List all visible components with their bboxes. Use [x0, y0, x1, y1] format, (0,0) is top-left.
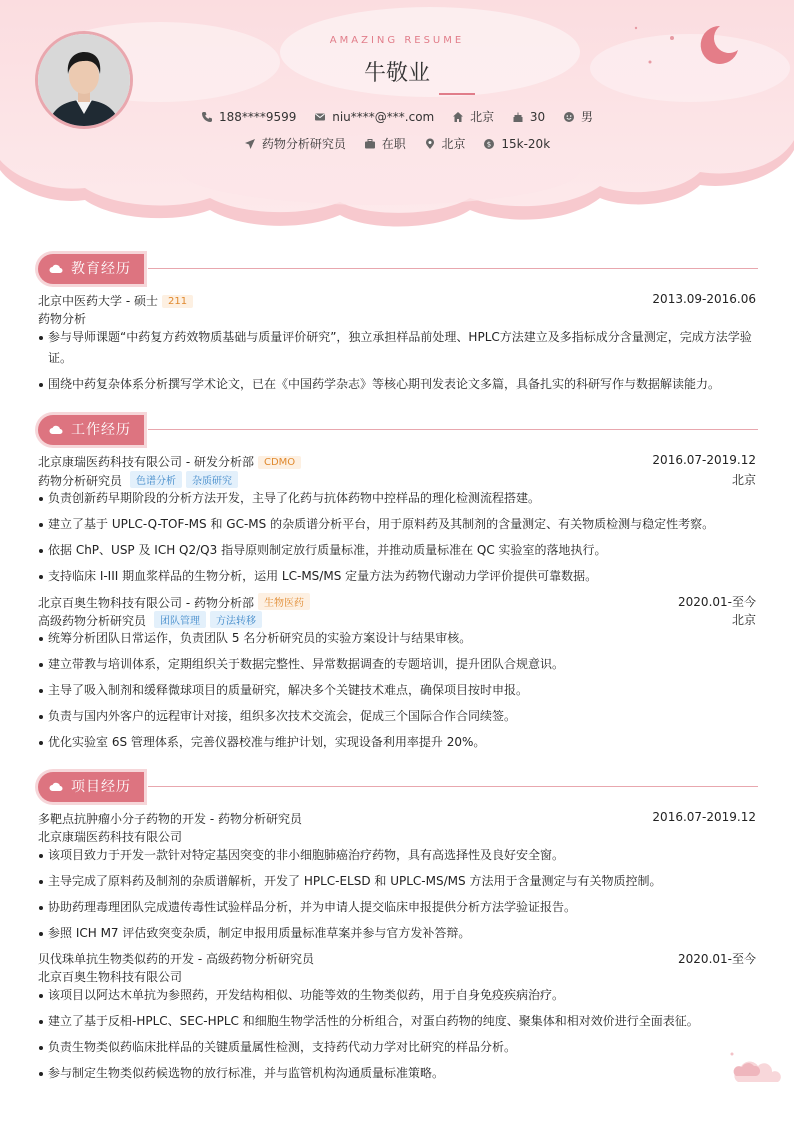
project-company-row-2 [38, 968, 756, 985]
email-item [314, 110, 434, 124]
work-city: 北京 [731, 613, 756, 627]
list-item: 建立带教与培训体系，定期组织关于数据完整性、异常数据调查的专题培训，提升团队合规意识。 [38, 654, 756, 675]
section-title-project: 项目经历 [71, 779, 131, 795]
list-item: 参照 ICH M7 评估致突变杂质，制定申报用质量标准草案并参与官方发补答辩。 [38, 923, 756, 944]
list-item: 负责创新药早期阶段的分析方法开发，主导了化药与抗体药物中控样品的理化检测流程搭建。 [38, 488, 756, 509]
section-pill [38, 415, 144, 445]
resume-subtitle: AMAZING RESUME [329, 35, 465, 46]
gender-text: 男 [581, 110, 594, 124]
status-item [364, 135, 406, 152]
corner-cloud-decoration [728, 1050, 784, 1086]
phone-text: 188****9599 [218, 109, 297, 124]
salary-item [483, 137, 550, 151]
list-item: 该项目致力于开发一款针对特定基因突变的非小细胞肺癌治疗药物，具有高选择性及良好安全窗。 [38, 845, 756, 866]
work-entry-head-1 [38, 453, 756, 470]
name-underline [439, 93, 475, 95]
person-name: 牛敬业 [363, 61, 430, 86]
school-tag: 211 [162, 295, 193, 308]
list-item: 负责与国内外客户的远程审计对接，组织多次技术交流会，促成三个国际合作合同续签。 [38, 706, 756, 727]
company-tag: 生物医药 [258, 593, 310, 610]
list-item: 负责生物类似药临床批样品的关键质量属性检测，支持药代动力学对比研究的样品分析。 [38, 1037, 756, 1058]
target-job-text: 药物分析研究员 [261, 137, 346, 151]
project-title: 多靶点抗肿瘤小分子药物的开发 - 药物分析研究员 [38, 812, 302, 826]
education-major-row [38, 310, 756, 327]
salary-text: 15k-20k [501, 136, 551, 151]
list-item: 依据 ChP、USP 及 ICH Q2/Q3 指导原则制定放行质量标准，并推动质量标准在 QC 实验室的落地执行。 [38, 540, 756, 561]
section-divider [148, 786, 758, 787]
list-item: 主导了吸入制剂和缓释微球项目的质量研究，解决多个关键技术难点，确保项目按时申报。 [38, 680, 756, 701]
mail-icon [314, 111, 326, 123]
contact-row [0, 108, 794, 125]
project-entry-head-2 [38, 950, 756, 967]
resume-header [0, 0, 794, 235]
list-item: 参与制定生物类似药候选物的放行标准，并与监管机构沟通质量标准策略。 [38, 1063, 756, 1084]
project-title: 贝伐珠单抗生物类似药的开发 - 高级药物分析研究员 [38, 952, 314, 966]
skill-tag: 方法转移 [210, 611, 262, 628]
age-text: 30 [529, 109, 546, 124]
cloud-icon [49, 264, 63, 274]
project-company-row-1 [38, 828, 756, 845]
work-bullets-2 [38, 628, 756, 758]
age-item [512, 110, 545, 124]
project-bullets-2 [38, 985, 756, 1089]
list-item: 主导完成了原料药及制剂的杂质谱解析，开发了 HPLC-ELSD 和 UPLC-MS/MS 方法用于含量测定与有关物质控制。 [38, 871, 756, 892]
list-item: 协助药理毒理团队完成遗传毒性试验样品分析，并为申请人提交临床申报提供分析方法学验证报告。 [38, 897, 756, 918]
section-title-education: 教育经历 [71, 261, 131, 277]
school-name: 北京中医药大学 - 硕士 [38, 294, 158, 308]
list-item: 统筹分析团队日常运作，负责团队 5 名分析研究员的实验方案设计与结果审核。 [38, 628, 756, 649]
skill-tag: 团队管理 [154, 611, 206, 628]
work-date: 2016.07-2019.12 [652, 453, 756, 467]
list-item: 参与导师课题“中药复方药效物质基础与质量评价研究”，独立承担样品前处理、HPLC方法建立及多指标成分含量测定，完成方法学验证。 [38, 327, 756, 369]
list-item: 优化实验室 6S 管理体系，完善仪器校准与维护计划，实现设备利用率提升 20%。 [38, 732, 756, 753]
work-position-row-2 [38, 611, 756, 629]
position-name: 药物分析研究员 [38, 474, 123, 488]
svg-text:$: $ [487, 140, 492, 149]
company-name: 北京康瑞医药科技有限公司 - 研发分析部 [38, 455, 254, 469]
gender-item [563, 108, 593, 125]
city-item [452, 108, 494, 125]
phone-item [201, 110, 296, 124]
work-bullets-1 [38, 488, 756, 592]
education-bullets [38, 327, 756, 400]
work-city: 北京 [731, 473, 756, 487]
email-text: niu****@***.com [332, 109, 435, 124]
status-text: 在职 [381, 137, 406, 151]
location-icon [424, 138, 436, 150]
section-title-work: 工作经历 [71, 422, 131, 438]
cloud-icon [49, 782, 63, 792]
education-date: 2013.09-2016.06 [652, 292, 756, 306]
list-item: 该项目以阿达木单抗为参照药，开发结构相似、功能等效的生物类似药，用于自身免疫疾病治疗。 [38, 985, 756, 1006]
major-name: 药物分析 [38, 312, 87, 326]
phone-icon [201, 111, 213, 123]
position-name: 高级药物分析研究员 [38, 614, 147, 628]
city-text: 北京 [470, 110, 495, 124]
money-icon [483, 138, 495, 150]
section-pill [38, 772, 144, 802]
education-entry-head [38, 292, 756, 309]
target-city-item [424, 135, 466, 152]
project-company: 北京百奥生物科技有限公司 [38, 970, 183, 984]
section-divider [148, 268, 758, 269]
project-company: 北京康瑞医药科技有限公司 [38, 830, 183, 844]
briefcase-icon [364, 138, 376, 150]
project-entry-head-1 [38, 810, 756, 827]
project-date: 2020.01-至今 [678, 952, 756, 966]
work-position-row-1 [38, 471, 756, 489]
company-tag: CDMO [258, 456, 301, 469]
work-date: 2020.01-至今 [678, 595, 756, 609]
skill-tag: 色谱分析 [130, 471, 182, 488]
list-item: 建立了基于反相-HPLC、SEC-HPLC 和细胞生物学活性的分析组合，对蛋白药物的纯度、聚集体和相对效价进行全面表征。 [38, 1011, 756, 1032]
list-item: 建立了基于 UPLC-Q-TOF-MS 和 GC-MS 的杂质谱分析平台，用于原料药及其制剂的含量测定、有关物质检测与稳定性考察。 [38, 514, 756, 535]
home-icon [452, 111, 464, 123]
send-icon [244, 138, 256, 150]
company-name: 北京百奥生物科技有限公司 - 药物分析部 [38, 596, 254, 610]
section-divider [148, 429, 758, 430]
list-item: 围绕中药复杂体系分析撰写学术论文，已在《中国药学杂志》等核心期刊发表论文多篇，具备扎实的科研写作与数据解读能力。 [38, 374, 756, 395]
section-pill [38, 254, 144, 284]
cloud-icon [49, 425, 63, 435]
cake-icon [512, 111, 524, 123]
list-item: 支持临床 I-III 期血浆样品的生物分析，运用 LC-MS/MS 定量方法为药物代谢动力学评价提供可靠数据。 [38, 566, 756, 587]
project-bullets-1 [38, 845, 756, 949]
target-job-item [244, 135, 346, 152]
project-date: 2016.07-2019.12 [652, 810, 756, 824]
target-city-text: 北京 [441, 137, 466, 151]
smile-icon [563, 111, 575, 123]
work-entry-head-2 [38, 593, 756, 611]
skill-tag: 杂质研究 [186, 471, 238, 488]
job-intent-row [0, 135, 794, 152]
